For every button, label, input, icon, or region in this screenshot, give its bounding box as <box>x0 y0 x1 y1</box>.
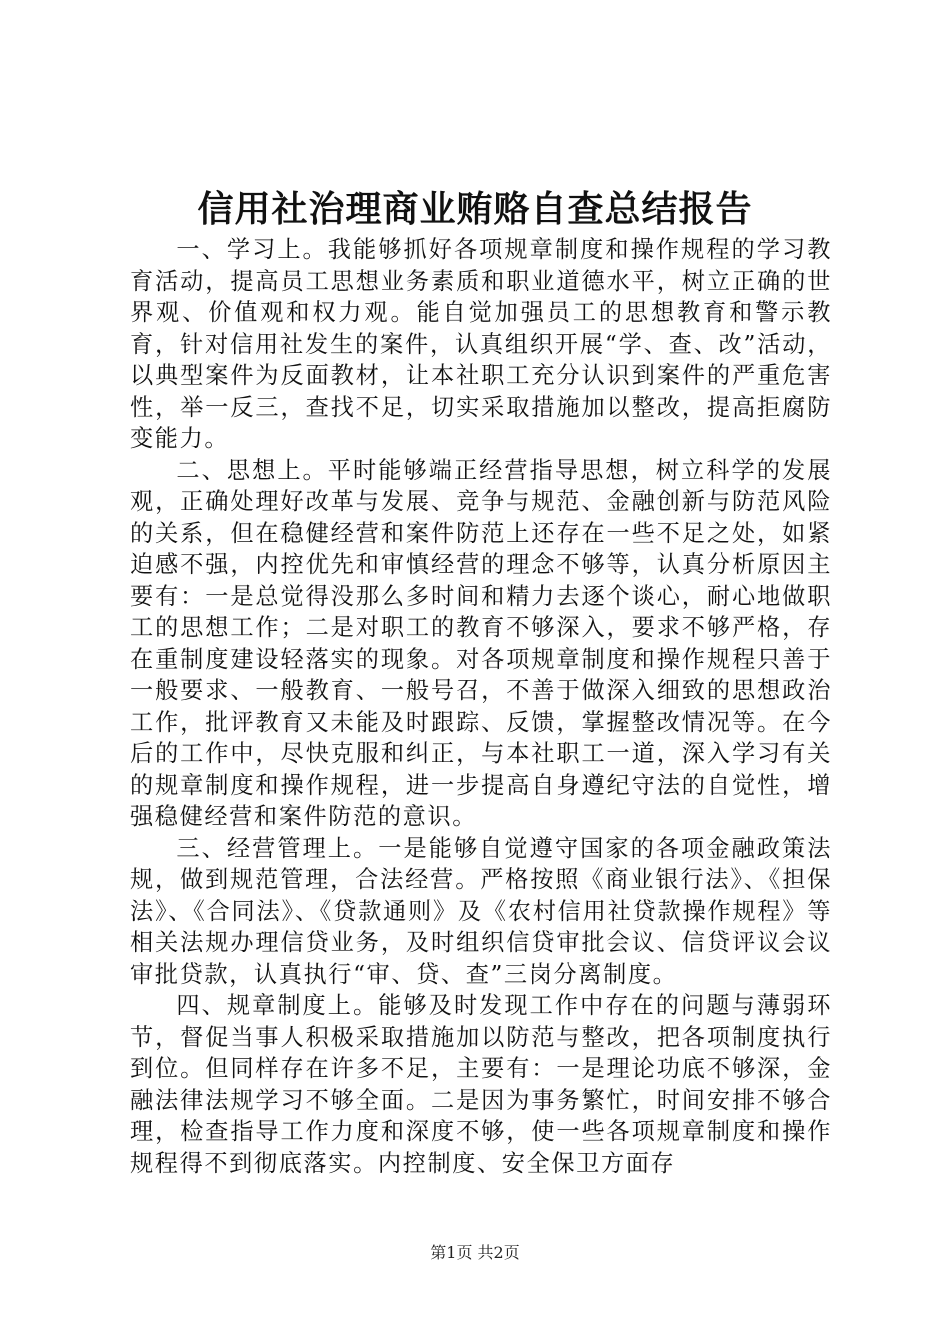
page-number-footer: 第1页 共2页 <box>430 1243 520 1262</box>
paragraph-thinking: 二、思想上。平时能够端正经营指导思想，树立科学的发展观，正确处理好改革与发展、竞争与规范、金融创新与防范风险的关系，但在稳健经营和案件防范上还存在一些不足之处，如紧迫感不强，内控优先和审慎经营的理念不够等，认真分析原因主要有：一是总觉得没那么多时间和精力去逐个谈心，耐心地做职工的思想工作；二是对职工的教育不够深入，要求不够严格，存在重制度建设轻落实的现象。对各项规章制度和操作规程只善于一般要求、一般教育、一般号召，不善于做深入细致的思想政治工作，批评教育又未能及时跟踪、反馈，掌握整改情况等。在今后的工作中，尽快克服和纠正，与本社职工一道，深入学习有关的规章制度和操作规程，进一步提高自身遵纪守法的自觉性，增强稳健经营和案件防范的意识。 <box>130 456 832 830</box>
paragraph-operations: 三、经营管理上。一是能够自觉遵守国家的各项金融政策法规，做到规范管理，合法经营。严格按照《商业银行法》、《担保法》、《合同法》、《贷款通则》及《农村信用社贷款操作规程》等相关法规办理信贷业务，及时组织信贷审批会议、信贷评议会议审批贷款，认真执行“审、贷、查”三岗分离制度。 <box>130 834 832 988</box>
paragraph-regulations: 四、规章制度上。能够及时发现工作中存在的问题与薄弱环节，督促当事人积极采取措施加以防范与整改，把各项制度执行到位。但同样存在许多不足，主要有：一是理论功底不够深，金融法律法规学习不够全面。二是因为事务繁忙，时间安排不够合理，检查指导工作力度和深度不够，使一些各项规章制度和操作规程得不到彻底落实。内控制度、安全保卫方面存 <box>130 992 832 1177</box>
document-title: 信用社治理商业贿赂自查总结报告 <box>197 188 753 230</box>
document-body <box>130 234 832 1179</box>
paragraph-study: 一、学习上。我能够抓好各项规章制度和操作规程的学习教育活动，提高员工思想业务素质和职业道德水平，树立正确的世界观、价值观和权力观。能自觉加强员工的思想教育和警示教育，针对信用社发生的案件，认真组织开展“学、查、改”活动，以典型案件为反面教材，让本社职工充分认识到案件的严重危害性，举一反三，查找不足，切实采取措施加以整改，提高拒腐防变能力。 <box>130 236 832 452</box>
